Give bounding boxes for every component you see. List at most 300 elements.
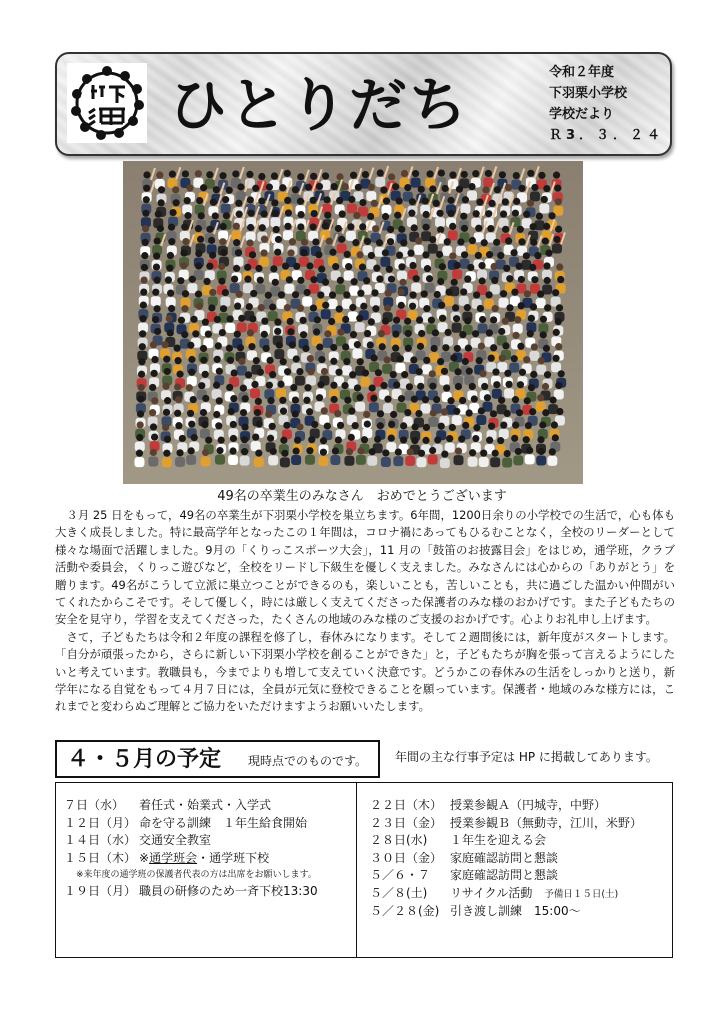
crowd-person-head [536, 213, 543, 220]
crowd-person-head [305, 184, 312, 191]
crowd-person-head [304, 384, 311, 391]
crowd-person-head [279, 184, 286, 191]
crowd-person-head [422, 211, 429, 218]
crowd-person-body [295, 376, 305, 386]
crowd-person-head [538, 357, 545, 364]
crowd-person-head [368, 184, 375, 191]
crowd-person-head [172, 186, 179, 193]
crowd-person-head [356, 315, 363, 322]
crowd-person-head [278, 291, 285, 298]
crowd-person-head [349, 371, 356, 378]
crowd-person-head [393, 317, 400, 324]
crowd-person-head [197, 236, 204, 243]
crowd-person-head [175, 396, 182, 403]
crowd-person-head [164, 368, 171, 375]
crowd-person-head [326, 238, 333, 245]
crowd-person-head [493, 381, 500, 388]
crowd-person-head [447, 210, 454, 217]
crowd-person-head [198, 212, 205, 219]
crowd-person-body [411, 178, 421, 188]
crowd-person-head [513, 198, 520, 205]
crowd-person-head [138, 371, 145, 378]
crowd-person-head [404, 409, 411, 416]
crowd-person-head [386, 266, 393, 273]
crowd-person-head [415, 237, 422, 244]
crowd-person-head [300, 317, 307, 324]
crowd-person-head [256, 420, 263, 427]
crowd-person-head [261, 236, 268, 243]
crowd-person-head [201, 421, 208, 428]
schedule-date: １５日（木） [64, 850, 137, 865]
crowd-person-head [258, 173, 265, 180]
crowd-person-head [449, 223, 456, 230]
crowd-person-head [142, 210, 149, 217]
crowd-person-head [270, 448, 277, 455]
crowd-person-body [134, 457, 144, 467]
crowd-person-head [176, 371, 183, 378]
crowd-person-head [213, 411, 220, 418]
crowd-person-head [273, 226, 280, 233]
crowd-person-head [208, 304, 215, 311]
crowd-person-head [156, 171, 163, 178]
crowd-person-head [530, 223, 537, 230]
crowd-person-head [337, 329, 344, 336]
crowd-person-head [399, 279, 406, 286]
crowd-person-head [261, 331, 268, 338]
crowd-person-head [529, 264, 536, 271]
crowd-person-head [274, 328, 281, 335]
crowd-person-body [369, 402, 379, 412]
crowd-person-head [302, 345, 309, 352]
crowd-person-head [538, 448, 545, 455]
crowd-person-head [247, 329, 254, 336]
crowd-person-head [512, 422, 519, 429]
crowd-person-head [246, 303, 253, 310]
crowd-person-head [219, 329, 226, 336]
crowd-person-head [398, 395, 405, 402]
crowd-person-head [226, 384, 233, 391]
crowd-person-head [261, 210, 268, 217]
crowd-person-head [530, 239, 537, 246]
crowd-person-head [336, 173, 343, 180]
crowd-person-head [390, 371, 397, 378]
crowd-person-head [280, 437, 287, 444]
crowd-person-body [428, 455, 438, 465]
crowd-person-head [163, 450, 170, 457]
crowd-person-head [363, 277, 370, 284]
crowd-person-head [329, 249, 336, 256]
crowd-person-body [273, 256, 283, 266]
crowd-person-head [400, 239, 407, 246]
crowd-person-head [397, 355, 404, 362]
crowd-person-head [164, 397, 171, 404]
crowd-person-head [392, 183, 399, 190]
crowd-person-body [490, 457, 500, 467]
crowd-person-head [261, 317, 268, 324]
crowd-person-body [452, 323, 462, 333]
crowd-person-head [330, 183, 337, 190]
crowd-person-head [556, 304, 563, 311]
crowd-person-head [303, 397, 310, 404]
crowd-person-head [267, 397, 274, 404]
crowd-person-head [343, 291, 350, 298]
crowd-person-head [149, 384, 156, 391]
crowd-person-head [284, 170, 291, 177]
crowd-person-head [368, 252, 375, 259]
crowd-person-head [398, 226, 405, 233]
crowd-person-head [240, 409, 247, 416]
crowd-person-head [518, 302, 525, 309]
crowd-person-head [141, 264, 148, 271]
crowd-person-head [530, 371, 537, 378]
crowd-person-head [244, 264, 251, 271]
crowd-person-head [369, 448, 376, 455]
crowd-person-head [182, 290, 189, 297]
crowd-person-head [307, 355, 314, 362]
crowd-person-head [371, 289, 378, 296]
crowd-person-head [409, 291, 416, 298]
crowd-person-head [394, 212, 401, 219]
crowd-person-head [383, 197, 390, 204]
crowd-person-head [434, 291, 441, 298]
crowd-person-head [479, 370, 486, 377]
crowd-person-head [184, 212, 191, 219]
crowd-person-head [310, 197, 317, 204]
crowd-person-head [166, 315, 173, 322]
crowd-person-head [322, 279, 329, 286]
crowd-person-head [173, 199, 180, 206]
crowd-person-head [244, 276, 251, 283]
crowd-person-head [526, 447, 533, 454]
crowd-person-head [272, 279, 279, 286]
crowd-person-head [551, 421, 558, 428]
crowd-person-head [242, 395, 249, 402]
crowd-person-head [479, 316, 486, 323]
crowd-person-head [348, 407, 355, 414]
crowd-person-head [556, 408, 563, 415]
crowd-person-head [518, 238, 525, 245]
crowd-person-head [502, 198, 509, 205]
crowd-person-head [459, 397, 466, 404]
crowd-person-body [355, 322, 365, 332]
crowd-person-head [417, 383, 424, 390]
crowd-person-head [331, 396, 338, 403]
schedule-event-suffix: ・通学班下校 [197, 850, 270, 865]
crowd-person-head [491, 277, 498, 284]
crowd-person-head [449, 424, 456, 431]
schedule-date: ２８日(水) [370, 833, 428, 847]
crowd-person-head [329, 291, 336, 298]
schedule-row [64, 815, 354, 833]
crowd-person-head [517, 343, 524, 350]
crowd-person-head [367, 341, 374, 348]
crowd-person-head [248, 343, 255, 350]
crowd-person-head [141, 276, 148, 283]
crowd-person-head [453, 408, 460, 415]
crowd-person-head [362, 171, 369, 178]
crowd-person-head [555, 343, 562, 350]
crowd-person-head [153, 252, 160, 259]
crowd-person-head [517, 381, 524, 388]
paragraph-graduation: ３月 25 日をもって，49名の卒業生が下羽栗小学校を巣立ちます。6年間，1200日余りの小学校での生活で，心も体も大きく成長しました。特に最高学年となったこの１年間は，コロナ禍にあってもひるむことなく，全校のリーダーとして様々な場面で活躍しました。9月の「くりっこスポーツ大会」，11 月の「鼓笛のお披露目会」をはじめ，通学班，クラブ活動や委員会，くりっこ遊びなど，全校をリードし下級生を優しく支えました。みなさんには心からの「ありがとう」を贈ります。49名がこうして立派に巣立つことができるのも，楽しいことも，苦しいことも，共に過ごした温かい仲間がいてくれたからこそです。そして優しく，時には厳しく支えてくださった保護者のみな様のおかげです。また子どもたちの安全を見守り，学習を支えてくださった，たくさんの地域のみな様のご支援のおかげです。心よりお礼申し上げます。 [55, 508, 675, 627]
crowd-person-head [377, 169, 384, 176]
crowd-person-body [291, 455, 301, 465]
crowd-person-head [269, 423, 276, 430]
crowd-person-head [353, 212, 360, 219]
crowd-person-head [392, 345, 399, 352]
crowd-person-head [346, 448, 353, 455]
schedule-date: ５／６・７ [370, 868, 431, 882]
crowd-person-head [324, 423, 331, 430]
crowd-person-head [344, 251, 351, 258]
crowd-person-head [310, 304, 317, 311]
crowd-person-head [279, 397, 286, 404]
schedule-row [370, 885, 670, 904]
crowd-person-head [436, 210, 443, 217]
crowd-person-head [557, 276, 564, 283]
crowd-person-head [150, 449, 157, 456]
schedule-row [64, 850, 354, 868]
crowd-person-head [266, 382, 273, 389]
crowd-person-head [233, 223, 240, 230]
crowd-person-head [287, 249, 294, 256]
crowd-person-head [426, 275, 433, 282]
crowd-person-head [272, 210, 279, 217]
crowd-person-body [405, 456, 415, 466]
crowd-person-head [317, 381, 324, 388]
crowd-person-head [500, 421, 507, 428]
crowd-person-head [382, 249, 389, 256]
crowd-person-head [398, 263, 405, 270]
crowd-person-head [363, 411, 370, 418]
crowd-person-head [472, 435, 479, 442]
crowd-person-head [162, 424, 169, 431]
crowd-person-head [344, 397, 351, 404]
crowd-person-head [275, 236, 282, 243]
crowd-person-head [477, 305, 484, 312]
crowd-person-head [342, 183, 349, 190]
paragraph-spring-break: さて，子どもたちは令和２年度の課程を修了し，春休みになります。そして２週間後には，新年度がスタートします。「自分が頑張ったから，さらに新しい下羽栗小学校を創ることができた」と，子どもたちが胸を張って言えるようにしたいと考えています。教職員も，今までよりも増して支えていく決意です。どうかこの春休みの生活をしっかりと送り，新学年になる自覚をもって４月７日には，全員が元気に登校できることを願っています。保護者・地域のみな様方には，これまでと変わらぬご理解とご協力をいただけますようお願いいたします。 [55, 629, 675, 714]
crowd-person-body [367, 456, 377, 466]
crowd-person-head [432, 329, 439, 336]
crowd-person-head [524, 290, 531, 297]
crowd-person-head [208, 237, 215, 244]
crowd-person-head [218, 263, 225, 270]
crowd-person-head [364, 420, 371, 427]
crowd-person-head [460, 213, 467, 220]
issue-info [549, 62, 669, 146]
crowd-person-head [350, 172, 357, 179]
crowd-person-head [352, 239, 359, 246]
crowd-person-head [292, 186, 299, 193]
crowd-person-body [460, 204, 470, 214]
crowd-person-head [342, 343, 349, 350]
schedule-may-column [370, 797, 670, 921]
crowd-person-head [274, 249, 281, 256]
crowd-person-head [444, 329, 451, 336]
crowd-person-head [555, 382, 562, 389]
crowd-person-head [498, 397, 505, 404]
crowd-person-head [139, 343, 146, 350]
crowd-person-head [220, 305, 227, 312]
crowd-person-head [387, 226, 394, 233]
crowd-person-head [390, 411, 397, 418]
crowd-person-head [263, 345, 270, 352]
crowd-person-head [464, 304, 471, 311]
crowd-person-head [257, 277, 264, 284]
crowd-person-head [334, 410, 341, 417]
crowd-person-head [429, 370, 436, 377]
schedule-event: 着任式・始業式・入学式 [139, 798, 272, 812]
crowd-person-head [439, 263, 446, 270]
crowd-person-head [374, 436, 381, 443]
crowd-person-body [268, 455, 278, 465]
crowd-person-head [537, 290, 544, 297]
crowd-person-head [429, 236, 436, 243]
crowd-person-body [201, 456, 211, 466]
crowd-person-head [548, 212, 555, 219]
crowd-person-head [486, 329, 493, 336]
crowd-person-head [234, 302, 241, 309]
crowd-person-head [377, 422, 384, 429]
crowd-person-head [218, 436, 225, 443]
crowd-person-body [330, 455, 340, 465]
crowd-person-body [428, 244, 438, 254]
crowd-person-body [215, 455, 225, 465]
crowd-person-head [282, 262, 289, 269]
crowd-person-head [164, 436, 171, 443]
crowd-person-head [190, 316, 197, 323]
crowd-person-head [277, 381, 284, 388]
crowd-person-head [531, 276, 538, 283]
crowd-person-body [220, 297, 230, 307]
schedule-date: ２２日（木） [370, 798, 443, 812]
crowd-person-head [322, 172, 329, 179]
crowd-person-head [479, 277, 486, 284]
crowd-person-body [476, 415, 486, 425]
crowd-person-head [407, 448, 414, 455]
crowd-person-head [531, 184, 538, 191]
crowd-person-head [307, 368, 314, 375]
crowd-person-head [297, 198, 304, 205]
crowd-person-head [485, 210, 492, 217]
crowd-person-head [401, 371, 408, 378]
schedule-date: １９日（月） [64, 884, 137, 898]
schedule-row [64, 832, 354, 850]
crowd-person-head [206, 226, 213, 233]
crowd-person-head [449, 171, 456, 178]
crowd-person-head [265, 292, 272, 299]
crowd-person-head [488, 423, 495, 430]
crowd-person-head [357, 290, 364, 297]
schedule-row [370, 815, 670, 833]
crowd-person-head [341, 382, 348, 389]
crowd-person-head [142, 239, 149, 246]
crowd-person-head [155, 211, 162, 218]
crowd-person-head [354, 341, 361, 348]
crowd-person-head [438, 302, 445, 309]
crowd-person-head [240, 385, 247, 392]
crowd-person-head [195, 170, 202, 177]
crowd-person-head [454, 262, 461, 269]
crowd-person-head [490, 344, 497, 351]
crowd-person-head [472, 330, 479, 337]
crowd-person-body [175, 457, 185, 467]
crowd-person-head [200, 409, 207, 416]
crowd-person-head [320, 449, 327, 456]
crowd-person-head [179, 435, 186, 442]
crowd-person-head [202, 449, 209, 456]
crowd-person-head [338, 236, 345, 243]
crowd-person-head [355, 184, 362, 191]
crowd-person-head [433, 396, 440, 403]
crowd-person-head [410, 356, 417, 363]
crowd-person-head [330, 358, 337, 365]
crowd-person-head [472, 170, 479, 177]
crowd-person-head [516, 409, 523, 416]
crowd-person-head [462, 358, 469, 365]
crowd-person-head [416, 368, 423, 375]
crowd-person-head [539, 421, 546, 428]
crowd-person-head [188, 369, 195, 376]
crowd-person-head [555, 318, 562, 325]
crowd-person-head [138, 358, 145, 365]
crowd-person-head [330, 344, 337, 351]
crowd-person-head [246, 239, 253, 246]
schedule-row [64, 797, 354, 815]
crowd-person-head [540, 316, 547, 323]
crowd-person-head [230, 435, 237, 442]
crowd-person-head [545, 249, 552, 256]
crowd-person-head [456, 186, 463, 193]
crowd-person-head [258, 197, 265, 204]
crowd-person-body [274, 349, 284, 359]
crowd-person-head [200, 357, 207, 364]
crowd-person-head [321, 368, 328, 375]
crowd-person-head [151, 397, 158, 404]
crowd-person-head [359, 223, 366, 230]
crowd-person-body [452, 415, 462, 425]
crowd-person-head [154, 328, 161, 335]
crowd-person-head [323, 196, 330, 203]
crowd-person-head [529, 408, 536, 415]
crowd-person-head [459, 331, 466, 338]
crowd-person-body [366, 191, 376, 201]
crowd-person-head [215, 342, 222, 349]
crowd-person-head [140, 302, 147, 309]
crowd-person-head [188, 447, 195, 454]
crowd-person-head [480, 449, 487, 456]
schedule-title: ４・５月の予定 [67, 747, 222, 772]
crowd-person-head [422, 224, 429, 231]
crowd-person-body [479, 457, 489, 467]
schedule-row [370, 867, 670, 885]
issue-type: 学校だより [549, 107, 615, 122]
crowd-person-head [422, 437, 429, 444]
crowd-person-head [511, 355, 518, 362]
crowd-person-body [547, 456, 557, 466]
schedule-row [64, 883, 354, 901]
crowd-person-head [505, 381, 512, 388]
crowd-person-head [158, 186, 165, 193]
crowd-person-head [189, 276, 196, 283]
crowd-person-head [337, 422, 344, 429]
crowd-person-head [297, 223, 304, 230]
crowd-person-head [460, 288, 467, 295]
crowd-person-body [356, 455, 366, 465]
crowd-person-head [418, 330, 425, 337]
schedule-row [370, 832, 670, 850]
